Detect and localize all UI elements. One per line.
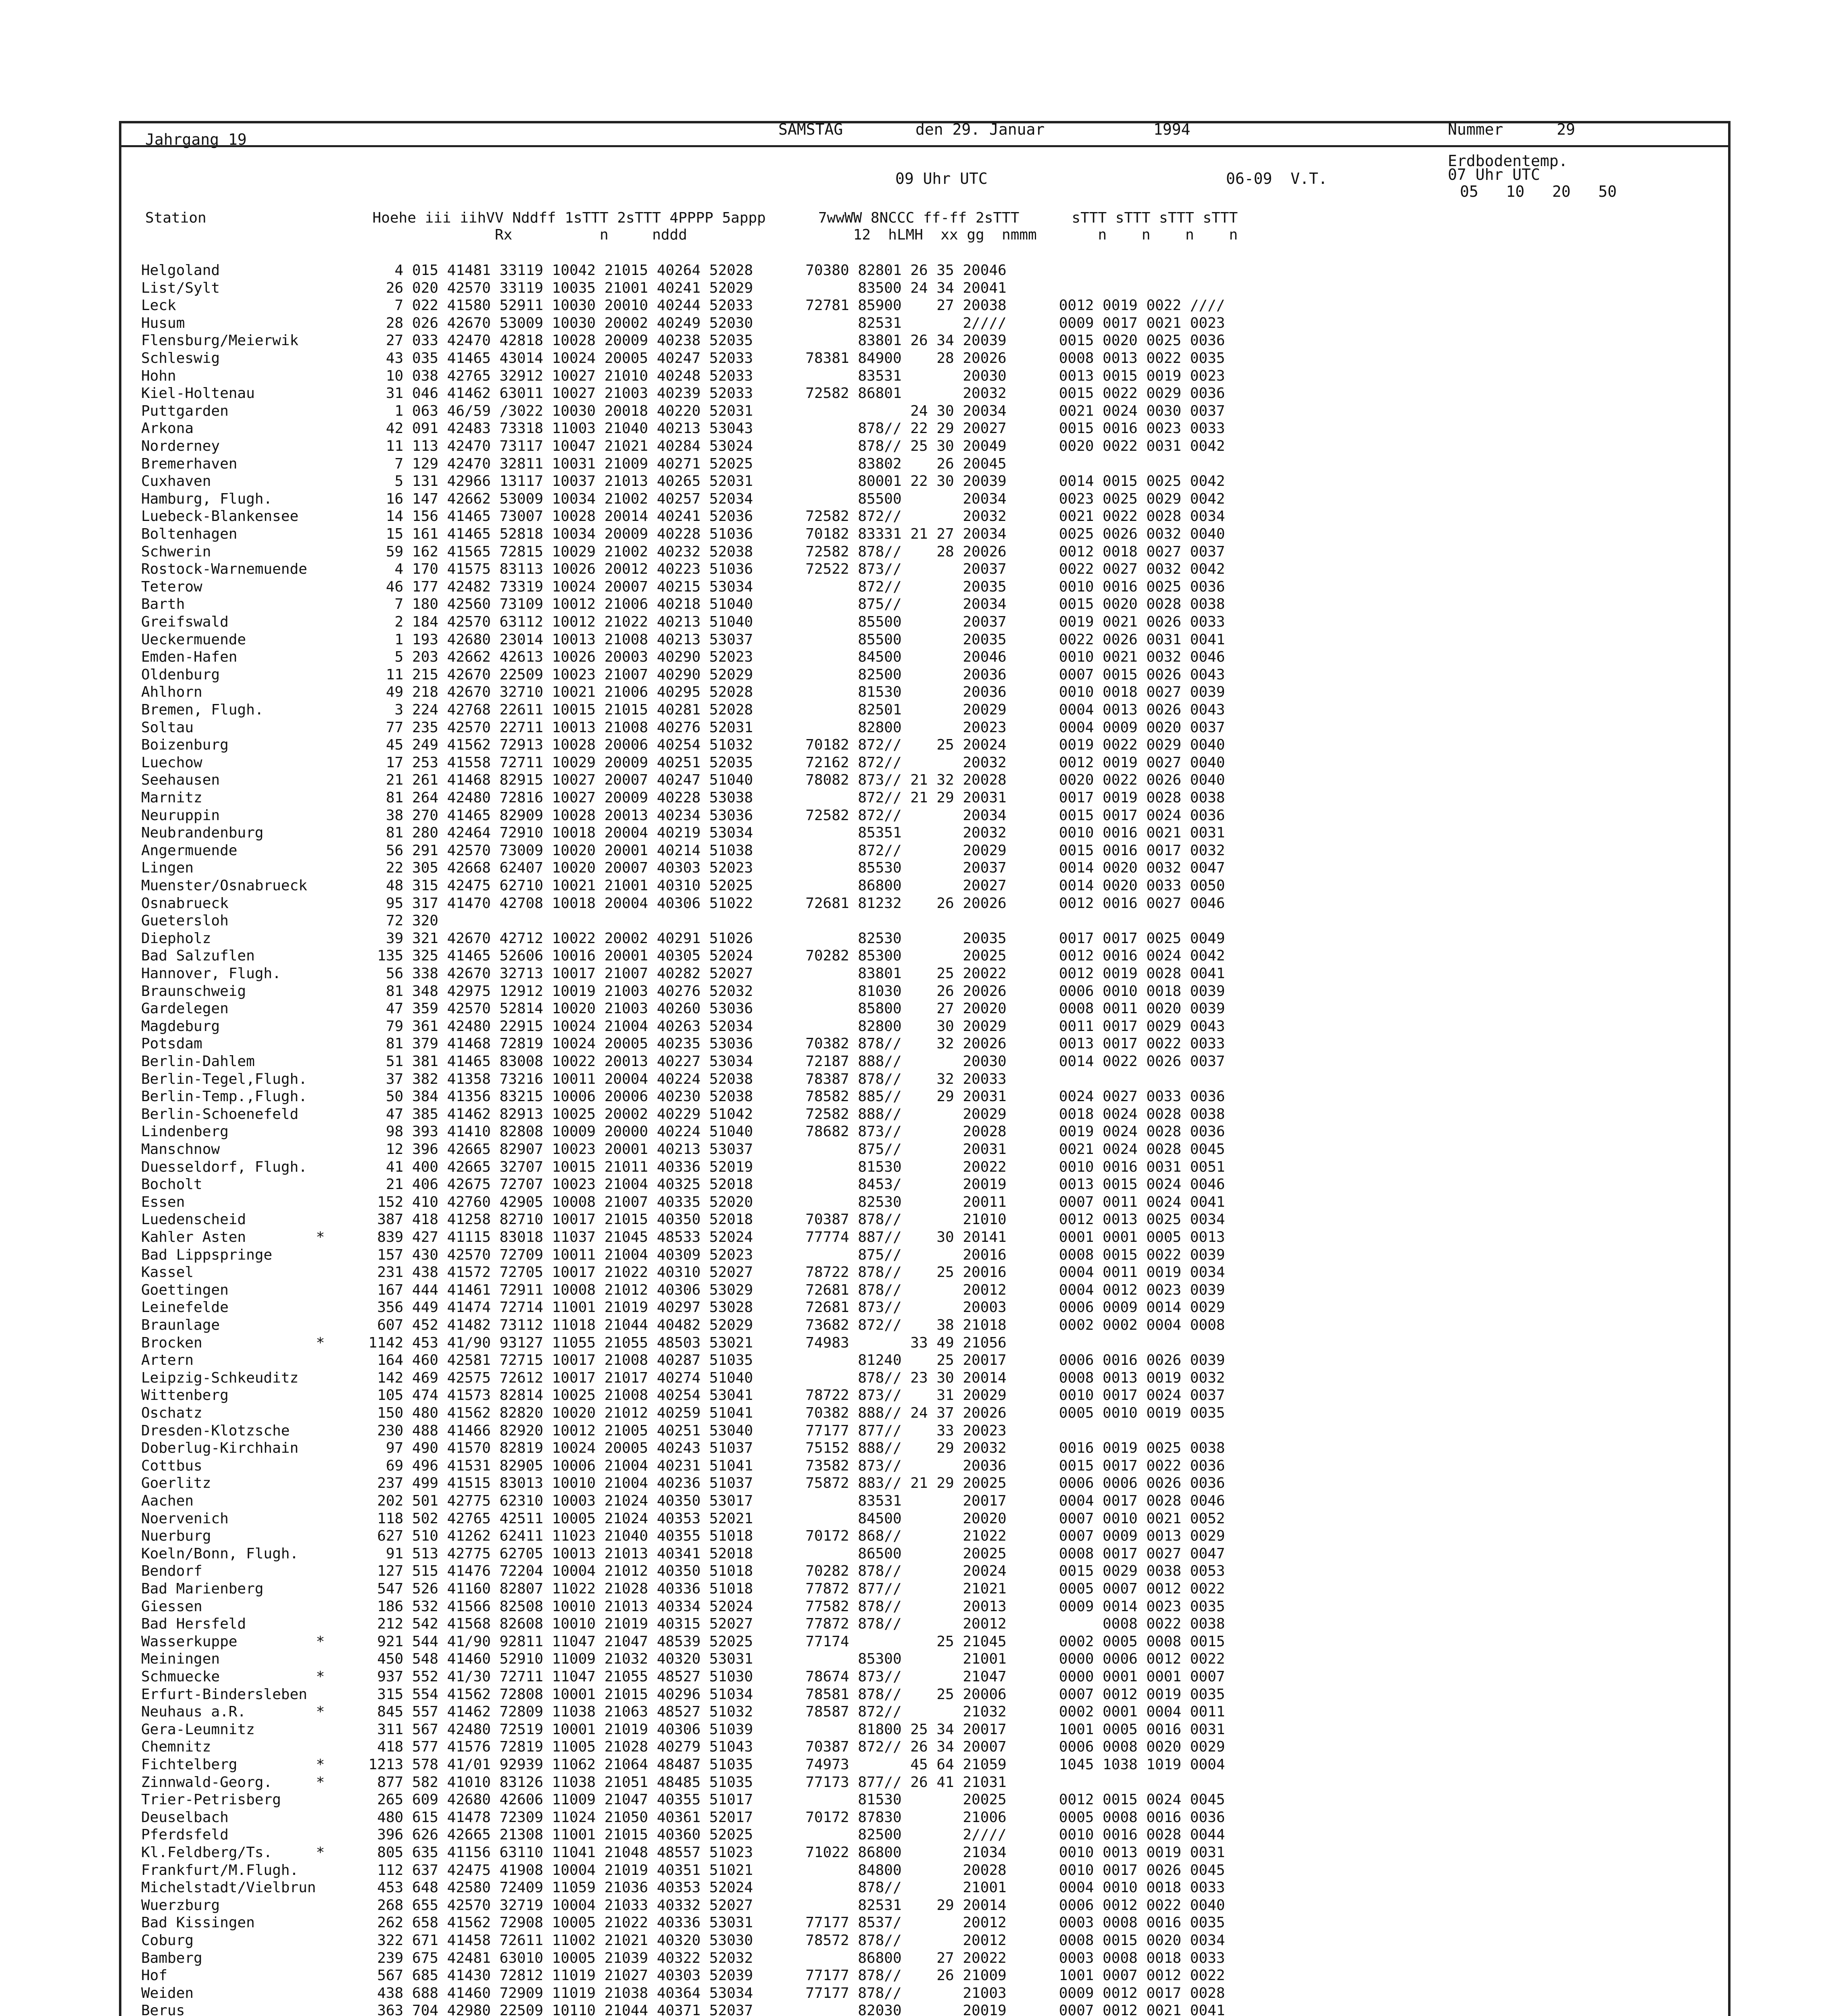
issue-number: 29 xyxy=(1557,121,1575,138)
station-row: Bendorf 127 515 41476 72204 10004 21012 40350 51018 70282 878// 20024 0015 0029 0038 0053 xyxy=(141,1563,1225,1580)
station-row: Kl.Feldberg/Ts. * 805 635 41156 63110 11041 21048 48557 51023 71022 86800 21034 0010 0013 0019 0031 xyxy=(141,1844,1225,1861)
station-row: List/Sylt 26 020 42570 33119 10035 21001 40241 52029 83500 24 34 20041 xyxy=(141,279,1007,296)
station-row: Noervenich 118 502 42765 42511 10005 21024 40353 52021 84500 20020 0007 0010 0021 0052 xyxy=(141,1510,1225,1527)
station-row: Wuerzburg 268 655 42570 32719 10004 21033 40332 52027 82531 29 20014 0006 0012 0022 0040 xyxy=(141,1897,1225,1914)
station-row: Bamberg 239 675 42481 63010 10005 21039 40322 52032 86800 27 20022 0003 0008 0018 0033 xyxy=(141,1949,1225,1966)
station-row: Rostock-Warnemuende 4 170 41575 83113 10026 20012 40223 51036 72522 873// 20037 0022 0027 0032 0042 xyxy=(141,561,1225,578)
number-label: Nummer xyxy=(1448,121,1503,138)
station-row: Trier-Petrisberg 265 609 42680 42606 11009 21047 40355 51017 81530 20025 0012 0015 0024 0045 xyxy=(141,1791,1225,1808)
station-row: Kiel-Holtenau 31 046 41462 63011 10027 21003 40239 52033 72582 86801 20032 0015 0022 0029 0036 xyxy=(141,385,1225,402)
column-header-2: Rx n nddd 12 hLMH xx gg nmmm n n n n xyxy=(145,227,1238,243)
station-row: Berlin-Schoenefeld 47 385 41462 82913 10025 20002 40229 51042 72582 888// 20029 0018 0024 0028 0038 xyxy=(141,1106,1225,1123)
station-row: Neubrandenburg 81 280 42464 72910 10018 20004 40219 53034 85351 20032 0010 0016 0021 0031 xyxy=(141,825,1225,841)
station-row: Fichtelberg * 1213 578 41/01 92939 11062 21064 48487 51035 74973 45 64 21059 1045 1038 1019 0004 xyxy=(141,1756,1225,1773)
station-row: Berlin-Tegel,Flugh. 37 382 41358 73216 10011 20004 40224 52038 78387 878// 32 20033 xyxy=(141,1070,1007,1087)
station-row: Meiningen 450 548 41460 52910 11009 21032 40320 53031 85300 21001 0000 0006 0012 0022 xyxy=(141,1651,1225,1668)
station-row: Berlin-Temp.,Flugh. 50 384 41356 83215 10006 20006 40230 52038 78582 885// 29 20031 0024 0027 0033 0036 xyxy=(141,1088,1225,1105)
station-row: Aachen 202 501 42775 62310 10003 21024 40350 53017 83531 20017 0004 0017 0028 0046 xyxy=(141,1493,1225,1509)
station-row: Essen 152 410 42760 42905 10008 21007 40335 52020 82530 20011 0007 0011 0024 0041 xyxy=(141,1193,1225,1210)
station-row: Oschatz 150 480 41562 82820 10020 21012 40259 51041 70382 888// 24 37 20026 0005 0010 0019 0035 xyxy=(141,1405,1225,1421)
station-row: Oldenburg 11 215 42670 22509 10023 21007 40290 52029 82500 20036 0007 0015 0026 0043 xyxy=(141,666,1225,683)
station-row: Marnitz 81 264 42480 72816 10027 20009 40228 53038 872// 21 29 20031 0017 0019 0028 0038 xyxy=(141,789,1225,806)
station-row: Berlin-Dahlem 51 381 41465 83008 10022 20013 40227 53034 72187 888// 20030 0014 0022 0026 0037 xyxy=(141,1053,1225,1070)
station-row: Boizenburg 45 249 41562 72913 10028 20006 40254 51032 70182 872// 25 20024 0019 0022 0029 0040 xyxy=(141,737,1225,754)
station-row: Bad Marienberg 547 526 41160 82807 11022 21028 40336 51018 77872 877// 21021 0005 0007 0012 0022 xyxy=(141,1581,1225,1597)
station-row: Bad Hersfeld 212 542 41568 82608 10010 21019 40315 52027 77872 878// 20012 0008 0022 0038 xyxy=(141,1616,1225,1633)
station-row: Frankfurt/M.Flugh. 112 637 42475 41908 10004 21019 40351 51021 84800 20028 0010 0017 0026 0045 xyxy=(141,1862,1225,1879)
station-row: Chemnitz 418 577 41576 72819 11005 21028 40279 51043 70387 872// 26 34 20007 0006 0008 0020 0029 xyxy=(141,1739,1225,1756)
station-row: Ahlhorn 49 218 42670 32710 10021 21006 40295 52028 81530 20036 0010 0018 0027 0039 xyxy=(141,684,1225,701)
station-row: Lingen 22 305 42668 62407 10020 20007 40303 52023 85530 20037 0014 0020 0032 0047 xyxy=(141,860,1225,877)
erdboden-time: 07 Uhr UTC xyxy=(1448,166,1540,183)
station-row: Bad Kissingen 262 658 41562 72908 10005 21022 40336 53031 77177 8537/ 20012 0003 0008 0016 0035 xyxy=(141,1914,1225,1931)
station-row: Cottbus 69 496 41531 82905 10006 21004 40231 51041 73582 873// 20036 0015 0017 0022 0036 xyxy=(141,1457,1225,1474)
station-row: Schleswig 43 035 41465 43014 10024 20005 40247 52033 78381 84900 28 20026 0008 0013 0022 0035 xyxy=(141,350,1225,367)
station-row: Diepholz 39 321 42670 42712 10022 20002 40291 51026 82530 20035 0017 0017 0025 0049 xyxy=(141,930,1225,947)
station-row: Bad Lippspringe 157 430 42570 72709 10011 21004 40309 52023 875// 20016 0008 0015 0022 0039 xyxy=(141,1246,1225,1263)
station-row: Luechow 17 253 41558 72711 10029 20009 40251 52035 72162 872// 20032 0012 0019 0027 0040 xyxy=(141,754,1225,771)
station-row: Teterow 46 177 42482 73319 10024 20007 40215 53034 872// 20035 0010 0016 0025 0036 xyxy=(141,578,1225,595)
station-row: Artern 164 460 42581 72715 10017 21008 40287 51035 81240 25 20017 0006 0016 0026 0039 xyxy=(141,1352,1225,1369)
station-row: Neuhaus a.R. * 845 557 41462 72809 11038 21063 48527 51032 78587 872// 21032 0002 0001 0004 0011 xyxy=(141,1704,1225,1720)
station-row: Brocken * 1142 453 41/90 93127 11055 21055 48503 53021 74983 33 49 21056 xyxy=(141,1334,1007,1351)
station-row: Puttgarden 1 063 46/59 /3022 10030 20018 40220 52031 24 30 20034 0021 0024 0030 0037 xyxy=(141,402,1225,419)
station-row: Leinefelde 356 449 41474 72714 11001 21019 40297 53028 72681 873// 20003 0006 0009 0014 0029 xyxy=(141,1299,1225,1316)
station-row: Wittenberg 105 474 41573 82814 10025 21008 40254 53041 78722 873// 31 20029 0010 0017 0024 0037 xyxy=(141,1387,1225,1404)
station-row: Muenster/Osnabrueck 48 315 42475 62710 10021 21001 40310 52025 86800 20027 0014 0020 0033 0050 xyxy=(141,877,1225,894)
station-row: Ueckermuende 1 193 42680 23014 10013 21008 40213 53037 85500 20035 0022 0026 0031 0041 xyxy=(141,631,1225,648)
station-row: Bremerhaven 7 129 42470 32811 10031 21009 40271 52025 83802 26 20045 xyxy=(141,455,1007,472)
station-row: Cuxhaven 5 131 42966 13117 10037 21013 40265 52031 80001 22 30 20039 0014 0015 0025 0042 xyxy=(141,473,1225,490)
station-row: Goettingen 167 444 41461 72911 10008 21012 40306 53029 72681 878// 20012 0004 0012 0023 0039 xyxy=(141,1281,1225,1298)
station-row: Manschnow 12 396 42665 82907 10023 20001 40213 53037 875// 20031 0021 0024 0028 0045 xyxy=(141,1141,1225,1158)
station-row: Osnabrueck 95 317 41470 42708 10018 20004 40306 51022 72681 81232 26 20026 0012 0016 0027 0046 xyxy=(141,895,1225,912)
station-row: Emden-Hafen 5 203 42662 42613 10026 20003 40290 52023 84500 20046 0010 0021 0032 0046 xyxy=(141,649,1225,666)
station-row: Luedenscheid 387 418 41258 82710 10017 21015 40350 52018 70387 878// 21010 0012 0013 0025 0034 xyxy=(141,1211,1225,1228)
station-row: Flensburg/Meierwik 27 033 42470 42818 10028 20009 40238 52035 83801 26 34 20039 0015 0020 0025 0036 xyxy=(141,332,1225,349)
station-row: Gera-Leumnitz 311 567 42480 72519 10001 21019 40306 51039 81800 25 34 20017 1001 0005 0016 0031 xyxy=(141,1721,1225,1738)
station-row: Husum 28 026 42670 53009 10030 20002 40249 52030 82531 2//// 0009 0017 0021 0023 xyxy=(141,314,1225,331)
date: den 29. Januar xyxy=(915,121,1045,138)
station-row: Bad Salzuflen 135 325 41465 52606 10016 20001 40305 52024 70282 85300 20025 0012 0016 0024 0042 xyxy=(141,948,1225,964)
station-row: Leipzig-Schkeuditz 142 469 42575 72612 10017 21017 40274 51040 878// 23 30 20014 0008 0013 0019 0032 xyxy=(141,1369,1225,1386)
jahrgang-label: Jahrgang 19 xyxy=(145,131,247,148)
station-row: Michelstadt/Vielbrun 453 648 42580 72409 11059 21036 40353 52024 878// 21001 0004 0010 0018 0033 xyxy=(141,1879,1225,1896)
station-row: Seehausen 21 261 41468 82915 10027 20007 40247 51040 78082 873// 21 32 20028 0020 0022 0026 0040 xyxy=(141,772,1225,789)
station-row: Zinnwald-Georg. * 877 582 41010 83126 11038 21051 48485 51035 77173 877// 26 41 21031 xyxy=(141,1774,1007,1791)
header-divider xyxy=(119,145,1731,147)
station-row: Helgoland 4 015 41481 33119 10042 21015 40264 52028 70380 82801 26 35 20046 xyxy=(141,262,1007,279)
station-row: Gardelegen 47 359 42570 52814 10020 21003 40260 53036 85800 27 20020 0008 0011 0020 0039 xyxy=(141,1000,1225,1017)
station-row: Berus 363 704 42980 22509 10110 21044 40371 52037 82030 20019 0007 0012 0021 0041 xyxy=(141,2002,1225,2016)
station-row: Bocholt 21 406 42675 72707 10023 21004 40325 52018 8453/ 20019 0013 0015 0024 0046 xyxy=(141,1176,1225,1193)
station-row: Hamburg, Flugh. 16 147 42662 53009 10034 21002 40257 52034 85500 20034 0023 0025 0029 0042 xyxy=(141,490,1225,507)
station-row: Leck 7 022 41580 52911 10030 20010 40244 52033 72781 85900 27 20038 0012 0019 0022 //// xyxy=(141,297,1225,314)
erdboden-title: Erdbodentemp. xyxy=(1448,152,1568,170)
station-row: Bremen, Flugh. 3 224 42768 22611 10015 21015 40281 52028 82501 20029 0004 0013 0026 0043 xyxy=(141,702,1225,718)
station-row: Wasserkuppe * 921 544 41/90 92811 11047 21047 48539 52025 77174 25 21045 0002 0005 0008 0015 xyxy=(141,1633,1225,1650)
station-row: Weiden 438 688 41460 72909 11019 21038 40364 53034 77177 878// 21003 0009 0012 0017 0028 xyxy=(141,1985,1225,2001)
station-row: Angermuende 56 291 42570 73009 10020 20001 40214 51038 872// 20029 0015 0016 0017 0032 xyxy=(141,842,1225,859)
station-row: Luebeck-Blankensee 14 156 41465 73007 10028 20014 40241 52036 72582 872// 20032 0021 0022 0028 0034 xyxy=(141,508,1225,525)
station-row: Hof 567 685 41430 72812 11019 21027 40303 52039 77177 878// 26 21009 1001 0007 0012 0022 xyxy=(141,1967,1225,1984)
station-row: Pferdsfeld 396 626 42665 21308 11001 21015 40360 52025 82500 2//// 0010 0016 0028 0044 xyxy=(141,1826,1225,1843)
station-row: Hohn 10 038 42765 32912 10027 21010 40248 52033 83531 20030 0013 0015 0019 0023 xyxy=(141,367,1225,384)
station-row: Greifswald 2 184 42570 63112 10012 21022 40213 51040 85500 20037 0019 0021 0026 0033 xyxy=(141,614,1225,630)
station-row: Lindenberg 98 393 41410 82808 10009 20000 40224 51040 78682 873// 20028 0019 0024 0028 0036 xyxy=(141,1123,1225,1140)
station-row: Schmuecke * 937 552 41/30 72711 11047 21055 48527 51030 78674 873// 21047 0000 0001 0001 0007 xyxy=(141,1668,1225,1685)
station-row: Potsdam 81 379 41468 72819 10024 20005 40235 53036 70382 878// 32 20026 0013 0017 0022 0033 xyxy=(141,1035,1225,1052)
station-row: Koeln/Bonn, Flugh. 91 513 42775 62705 10013 21013 40341 52018 86500 20025 0008 0017 0027 0047 xyxy=(141,1545,1225,1562)
station-row: Schwerin 59 162 41565 72815 10029 21002 40232 52038 72582 878// 28 20026 0012 0018 0027 0037 xyxy=(141,543,1225,560)
station-row: Deuselbach 480 615 41478 72309 11024 21050 40361 52017 70172 87830 21006 0005 0008 0016 0036 xyxy=(141,1809,1225,1826)
station-row: Magdeburg 79 361 42480 22915 10024 21004 40263 52034 82800 30 20029 0011 0017 0029 0043 xyxy=(141,1018,1225,1035)
station-row: Guetersloh 72 320 xyxy=(141,912,438,929)
station-row: Coburg 322 671 41458 72611 11002 21021 40320 53030 78572 878// 20012 0008 0015 0020 0034 xyxy=(141,1932,1225,1949)
station-row: Kahler Asten * 839 427 41115 83018 11037 21045 48533 52024 77774 887// 30 20141 0001 0001 0005 0013 xyxy=(141,1229,1225,1245)
weekday: SAMSTAG xyxy=(778,121,843,138)
station-row: Boltenhagen 15 161 41465 52818 10034 20009 40228 51036 70182 83331 21 27 20034 0025 0026 0032 0040 xyxy=(141,526,1225,542)
station-row: Hannover, Flugh. 56 338 42670 32713 10017 21007 40282 52027 83801 25 20022 0012 0019 0028 0041 xyxy=(141,965,1225,982)
station-row: Erfurt-Bindersleben 315 554 41562 72808 10001 21015 40296 51034 78581 878// 25 20006 0007 0012 0019 0035 xyxy=(141,1686,1225,1703)
station-row: Doberlug-Kirchhain 97 490 41570 82819 10024 20005 40243 51037 75152 888// 29 20032 0016 0019 0025 0038 xyxy=(141,1440,1225,1457)
station-row: Kassel 231 438 41572 72705 10017 21022 40310 52027 78722 878// 25 20016 0004 0011 0019 0034 xyxy=(141,1264,1225,1281)
observation-time: 09 Uhr UTC xyxy=(895,170,988,187)
station-row: Duesseldorf, Flugh. 41 400 42665 32707 10015 21011 40336 52019 81530 20022 0010 0016 0031 0051 xyxy=(141,1158,1225,1175)
vt-period: 06-09 V.T. xyxy=(1226,170,1328,187)
station-row: Dresden-Klotzsche 230 488 41466 82920 10012 21005 40251 53040 77177 877// 33 20023 xyxy=(141,1422,1007,1439)
station-row: Nuerburg 627 510 41262 62411 11023 21040 40355 51018 70172 868// 21022 0007 0009 0013 0029 xyxy=(141,1528,1225,1545)
station-row: Goerlitz 237 499 41515 83013 10010 21004 40236 51037 75872 883// 21 29 20025 0006 0006 0026 0036 xyxy=(141,1475,1225,1492)
station-row: Soltau 77 235 42570 22711 10013 21008 40276 52031 82800 20023 0004 0009 0020 0037 xyxy=(141,719,1225,736)
station-row: Braunlage 607 452 41482 73112 11018 21044 40482 52029 73682 872// 38 21018 0002 0002 0004 0008 xyxy=(141,1317,1225,1333)
station-row: Arkona 42 091 42483 73318 11003 21040 40213 53043 878// 22 29 20027 0015 0016 0023 0033 xyxy=(141,420,1225,437)
station-row: Braunschweig 81 348 42975 12912 10019 21003 40276 52032 81030 26 20026 0006 0010 0018 0039 xyxy=(141,983,1225,1000)
soil-depths: 05 10 20 50 xyxy=(1460,183,1617,200)
year: 1994 xyxy=(1153,121,1191,138)
station-row: Giessen 186 532 41566 82508 10010 21013 40334 52024 77582 878// 20013 0009 0014 0023 0035 xyxy=(141,1598,1225,1615)
station-row: Barth 7 180 42560 73109 10012 21006 40218 51040 875// 20034 0015 0020 0028 0038 xyxy=(141,596,1225,613)
column-header-1: Station Hoehe iii iihVV Nddff 1sTTT 2sTTT 4PPPP 5appp 7wwWW 8NCCC ff-ff 2sTTT sTTT sTTT sTTT sTTT xyxy=(145,210,1238,226)
station-row: Norderney 11 113 42470 73117 10047 21021 40284 53024 878// 25 30 20049 0020 0022 0031 0042 xyxy=(141,438,1225,454)
station-row: Neuruppin 38 270 41465 82909 10028 20013 40234 53036 72582 872// 20034 0015 0017 0024 0036 xyxy=(141,807,1225,824)
